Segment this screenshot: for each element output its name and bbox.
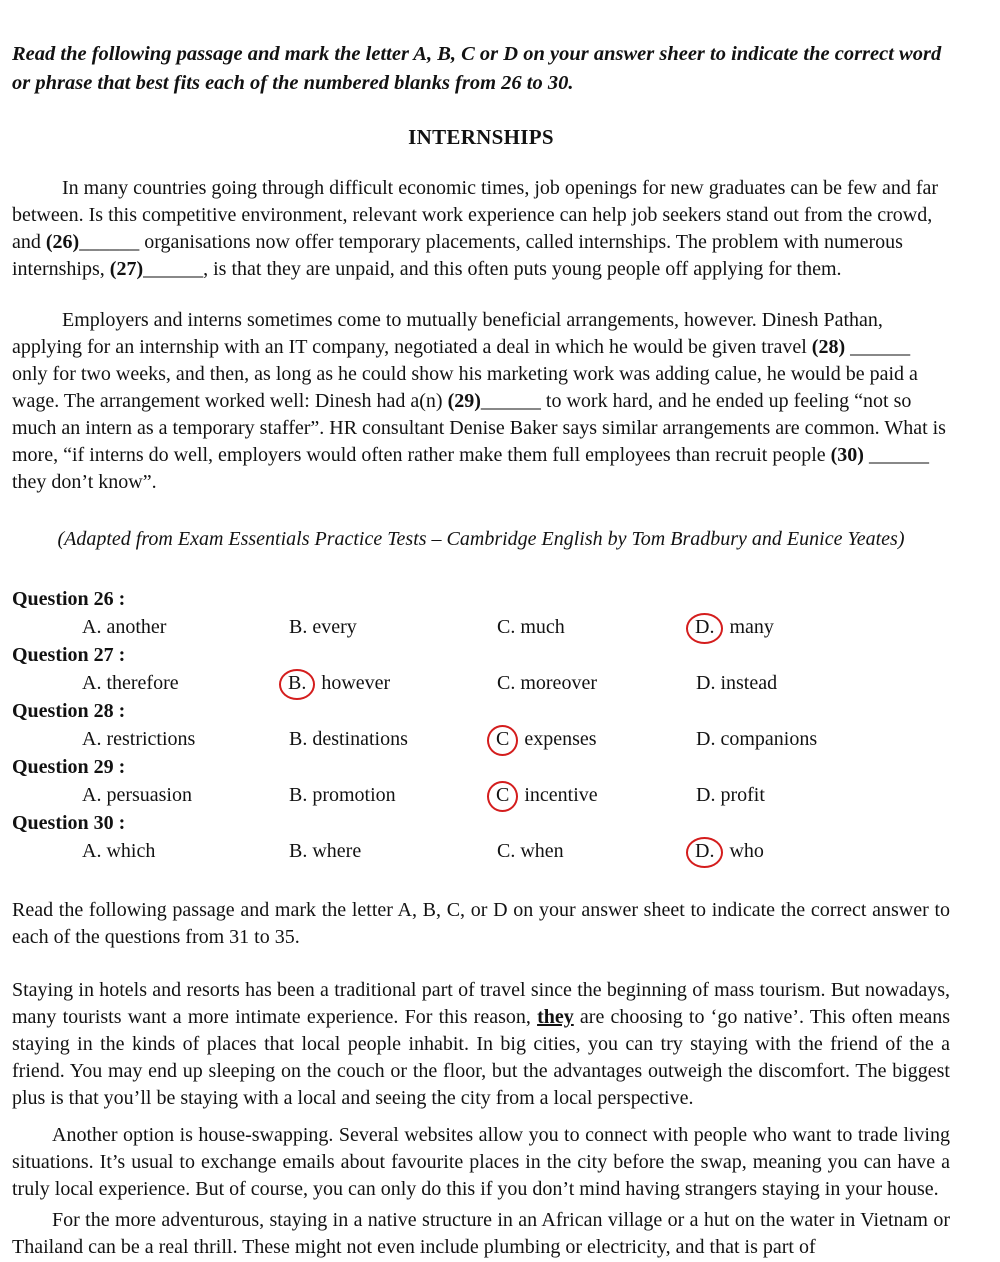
option-letter: A.	[82, 784, 102, 806]
option-letter answer-circle: D.	[686, 837, 723, 868]
option-letter: B.	[289, 840, 308, 862]
blank-28-marker: (28)	[811, 336, 846, 358]
option-text: expenses	[524, 728, 597, 750]
question-26-option-c	[497, 615, 696, 639]
paragraph-text: In many countries going through difficult economic times, job openings for new graduates can be few and far between. Is this competitive environment, relevant work experience can help job seekers stand out from the crowd, and	[12, 177, 939, 253]
option-letter answer-circle: C	[487, 781, 518, 812]
blank-29-marker: (29)	[447, 390, 481, 412]
question-27-label: Question 27 :	[12, 644, 126, 666]
option-text: much	[520, 616, 565, 638]
option-letter: A.	[82, 728, 102, 750]
option-text: profit	[720, 784, 765, 806]
option-text: many	[729, 616, 774, 638]
option-text: destinations	[312, 728, 408, 750]
question-29-option-d	[696, 783, 950, 807]
instruction-blanks-26-30: Read the following passage and mark the letter A, B, C or D on your answer sheer to indicate the correct word or phrase that best fits each of the numbered blanks from 26 to 30.	[12, 43, 942, 94]
question-28-option-d	[696, 727, 950, 751]
question-30-option-b	[289, 839, 497, 863]
option-letter: D.	[696, 784, 716, 806]
option-text: therefore	[106, 672, 179, 694]
question-29	[12, 753, 950, 809]
question-29-option-b	[289, 783, 497, 807]
option-text: however	[321, 672, 391, 694]
option-letter: A.	[82, 616, 102, 638]
paragraph-text: ______, is that they are unpaid, and this often puts young people off applying for them.	[143, 258, 842, 280]
question-27-option-a	[82, 671, 289, 695]
question-28-option-c	[497, 727, 696, 751]
question-26-label: Question 26 :	[12, 588, 126, 610]
option-text: every	[312, 616, 357, 638]
question-29-options	[82, 781, 950, 809]
questions-block	[12, 585, 950, 865]
question-30-option-a	[82, 839, 289, 863]
option-text: another	[106, 616, 167, 638]
option-text: restrictions	[106, 728, 196, 750]
option-text: which	[106, 840, 156, 862]
option-text: moreover	[520, 672, 597, 694]
travel-paragraph-2: Another option is house-swapping. Several websites allow you to connect with people who want to trade living situations. It’s usual to exchange emails about favourite places in the city before the swap, meaning you can have a truly local experience. But of course, you can only do this if you don’t mind having strangers staying in your house.	[12, 1124, 950, 1200]
passage-title: INTERNSHIPS	[408, 125, 554, 149]
option-letter: D.	[696, 728, 716, 750]
option-letter: D.	[696, 672, 716, 694]
option-letter answer-circle: C	[487, 725, 518, 756]
question-27-option-d	[696, 671, 950, 695]
option-text: instead	[720, 672, 778, 694]
option-text: where	[312, 840, 362, 862]
option-letter: B.	[289, 728, 308, 750]
paragraph-text: Employers and interns sometimes come to mutually beneficial arrangements, however. Dinesh Pathan, applying for an internship with an IT company, negotiated a deal in which he would be given travel	[12, 309, 883, 358]
option-letter answer-circle: B.	[279, 669, 315, 700]
question-26-option-d	[696, 615, 950, 639]
question-30-option-d	[696, 839, 950, 863]
instruction-questions-31-35: Read the following passage and mark the letter A, B, C, or D on your answer sheet to indicate the correct answer to each of the questions from 31 to 35.	[12, 899, 950, 948]
option-letter: A.	[82, 840, 102, 862]
question-28	[12, 697, 950, 753]
option-letter: C.	[497, 616, 516, 638]
option-text: who	[729, 840, 764, 862]
option-text: persuasion	[106, 784, 192, 806]
question-27-option-b	[289, 671, 497, 695]
travel-paragraph-3: For the more adventurous, staying in a native structure in an African village or a hut on the water in Vietnam or Thailand can be a real thrill. These might not even include plumbing or electricity, and that is part of	[12, 1209, 950, 1258]
question-27-option-c	[497, 671, 696, 695]
option-text: companions	[720, 728, 818, 750]
internships-paragraph-2	[12, 307, 950, 496]
question-30	[12, 809, 950, 865]
option-text: when	[520, 840, 564, 862]
paragraph-text: ______ organisations now offer temporary placements, called internships. The problem with numerous internships,	[12, 231, 903, 280]
travel-paragraph-1	[12, 977, 950, 1112]
blank-26-marker: (26)	[45, 231, 80, 253]
question-26-option-a	[82, 615, 289, 639]
question-30-options	[82, 837, 950, 865]
question-30-label: Question 30 :	[12, 812, 126, 834]
question-30-option-c	[497, 839, 696, 863]
option-letter: B.	[289, 784, 308, 806]
question-29-option-c	[497, 783, 696, 807]
question-26	[12, 585, 950, 641]
blank-30-marker: (30)	[830, 444, 864, 466]
blank-27-marker: (27)	[109, 258, 144, 280]
question-28-option-a	[82, 727, 289, 751]
they-emphasis: they	[537, 1006, 574, 1028]
option-letter: A.	[82, 672, 102, 694]
question-26-option-b	[289, 615, 497, 639]
paragraph-text: ______ to work hard, and he ended up feeling “not so much an intern as a temporary staffer”. HR consultant Denise Baker says similar arrangements are common. What is more, “if interns do well, employers would often rather make them full employees than recruit people	[12, 390, 946, 466]
option-text: incentive	[524, 784, 598, 806]
paragraph-text: Staying in hotels and resorts has been a traditional part of travel since the beginning of mass tourism. But nowadays, many tourists want a more intimate experience. For this reason,	[12, 979, 950, 1028]
question-29-option-a	[82, 783, 289, 807]
question-26-options	[82, 613, 950, 641]
option-text: promotion	[312, 784, 396, 806]
option-letter answer-circle: D.	[686, 613, 723, 644]
paragraph-text: are choosing to ‘go native’. This often means staying in the kinds of places that local people inhabit. In big cities, you can try staying with the friend of the a friend. You may end up sleeping on the couch or the floor, but the advantages outweigh the discomfort. The biggest plus is that you’ll be staying with a local and seeing the city from a local perspective.	[12, 1006, 950, 1109]
question-27-options	[82, 669, 950, 697]
question-29-label: Question 29 :	[12, 756, 126, 778]
question-27	[12, 641, 950, 697]
paragraph-text: ______ only for two weeks, and then, as long as he could show his marketing work was adding calue, he would be paid a wage. The arrangement worked well: Dinesh had a(n)	[12, 336, 918, 412]
question-28-label: Question 28 :	[12, 700, 126, 722]
option-letter: C.	[497, 672, 516, 694]
option-letter: C.	[497, 840, 516, 862]
option-letter: B.	[289, 616, 308, 638]
source-attribution: (Adapted from Exam Essentials Practice Tests – Cambridge English by Tom Bradbury and Eunice Yeates)	[57, 528, 905, 550]
internships-paragraph-1	[12, 175, 950, 283]
question-28-options	[82, 725, 950, 753]
paragraph-text: ______ they don’t know”.	[12, 444, 929, 493]
question-28-option-b	[289, 727, 497, 751]
